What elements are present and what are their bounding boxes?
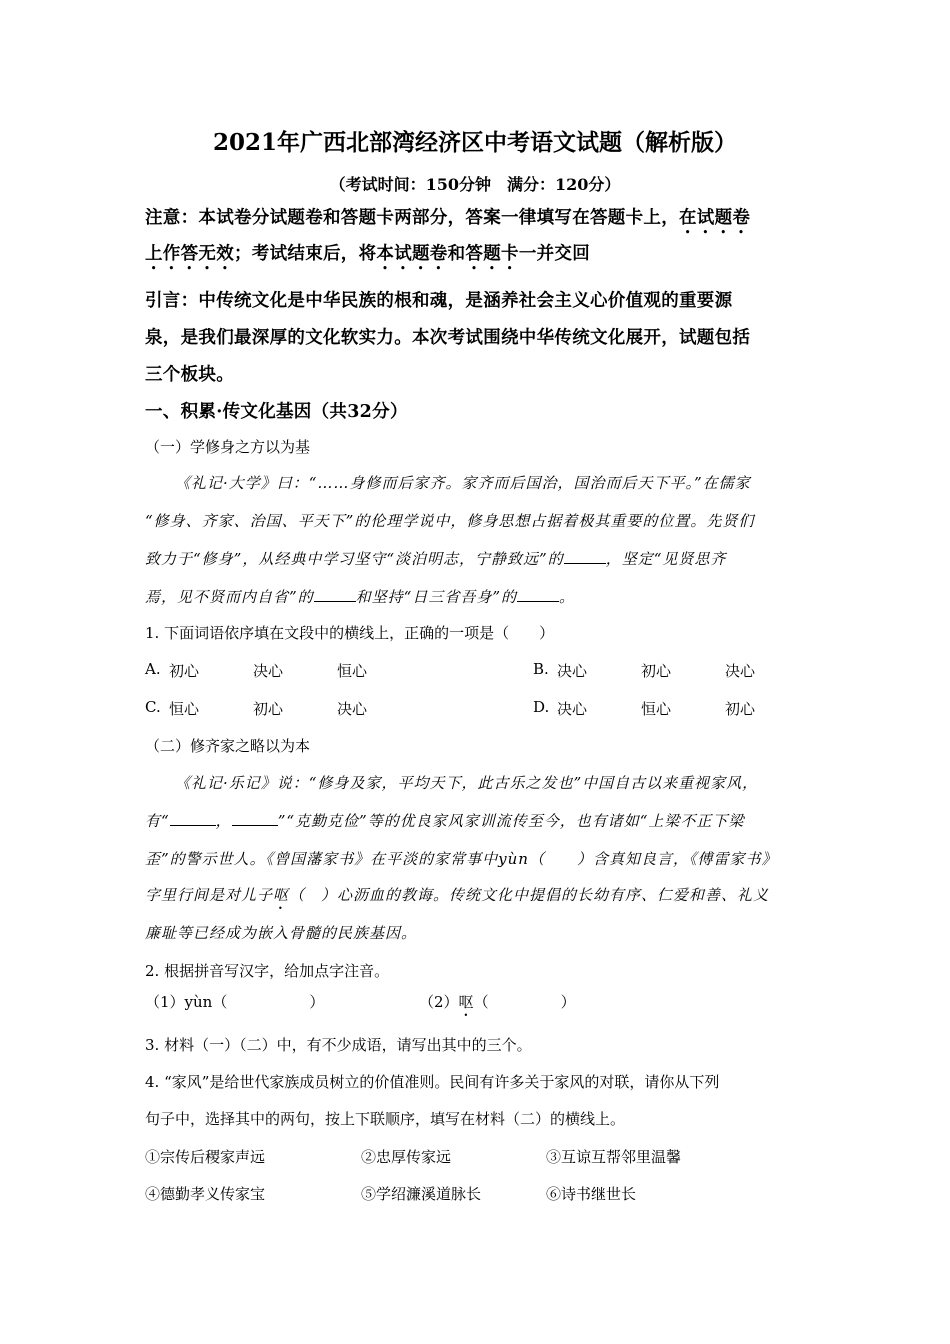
page-title: 2021年广西北部湾经济区中考语文试题（解析版） bbox=[212, 129, 737, 156]
notice-line-1 bbox=[145, 204, 750, 238]
q4-couplet-item: ①宗传后稷家声远 bbox=[145, 1148, 266, 1166]
q1-option-d-word-1: 决心 bbox=[557, 700, 588, 718]
q1-option-a-word-3: 恒心 bbox=[337, 662, 368, 680]
notice-emphasis: 答题卡 bbox=[465, 244, 519, 264]
notice-text: 一并交回 bbox=[518, 244, 591, 264]
para-text: 有“ bbox=[145, 812, 170, 830]
notice-emphasis: 本试题卷 bbox=[376, 244, 448, 264]
dotted-char: 呕 bbox=[273, 886, 290, 904]
answer-label: （2） bbox=[419, 993, 459, 1011]
q4-couplet-item: ③互谅互帮邻里温馨 bbox=[546, 1148, 682, 1166]
q1-option-c-word-2: 初心 bbox=[253, 700, 284, 718]
part1-para-line-1: 《礼记·大学》曰：“……身修而后家齐。家齐而后国治，国治而后天下平。”在儒家 bbox=[175, 474, 751, 492]
q2-answer-1 bbox=[145, 991, 324, 1012]
q1-option-c-word-1: 恒心 bbox=[169, 700, 200, 718]
para-text: 致力于“修身”，从经典中学习坚守“淡泊明志，宁静致远”的 bbox=[145, 550, 564, 568]
q1-option-d-word-3: 初心 bbox=[725, 700, 756, 718]
notice-text: 注意：本试卷分试题卷和答题卡两部分，答案一律填写在答题卡上， bbox=[145, 208, 679, 228]
para-text: 和坚持“日三省吾身”的 bbox=[355, 588, 518, 606]
part2-heading: （二）修齐家之略以为本 bbox=[145, 737, 311, 755]
q4-couplet-item: ⑤学绍濂溪道脉长 bbox=[361, 1185, 482, 1203]
q1-option-b-word-1: 决心 bbox=[557, 662, 588, 680]
answer-label: （1）yùn（ bbox=[145, 993, 228, 1011]
part1-heading: （一）学修身之方以为基 bbox=[145, 438, 311, 456]
q1-option-c-word-3: 决心 bbox=[337, 700, 368, 718]
answer-label: ） bbox=[560, 993, 576, 1011]
q4-couplet-item: ④德勤孝义传家宝 bbox=[145, 1185, 266, 1203]
para-text: ， bbox=[215, 812, 232, 830]
q1-stem: 1. 下面词语依序填在文段中的横线上，正确的一项是（ ） bbox=[145, 624, 555, 642]
q4-couplet-item: ②忠厚传家远 bbox=[361, 1148, 452, 1166]
section-heading: 一、积累·传文化基因（共32分） bbox=[145, 402, 408, 422]
part2-para-line-1: 《礼记·乐记》说：“修身及家，平均天下，此古乐之发也”中国自古以来重视家风， bbox=[175, 774, 759, 792]
part1-para-line-3 bbox=[145, 548, 726, 569]
para-text: 。 bbox=[559, 588, 576, 606]
intro-line-3: 三个板块。 bbox=[145, 365, 234, 385]
para-text: （ ）心沥血的教诲。传统文化中提倡的长幼有序、仁爱和善、礼义 bbox=[289, 886, 770, 904]
part1-para-line-2: “修身、齐家、治国、平天下”的伦理学说中，修身思想占据着极其重要的位置。先贤们 bbox=[145, 512, 755, 530]
dotted-char: 呕 bbox=[458, 993, 474, 1011]
part1-para-line-4 bbox=[145, 586, 575, 607]
notice-line-2 bbox=[145, 240, 590, 274]
q1-option-d-word-2: 恒心 bbox=[641, 700, 672, 718]
q1-option-d-label[interactable]: D. bbox=[533, 698, 550, 716]
q1-option-b-label[interactable]: B. bbox=[533, 660, 549, 678]
para-text: 焉，见不贤而内自省”的 bbox=[145, 588, 314, 606]
intro-line-2: 泉，是我们最深厚的文化软实力。本次考试围绕中华传统文化展开，试题包括 bbox=[145, 328, 751, 348]
notice-text: ；考试结束后，将 bbox=[234, 244, 377, 264]
answer-label: ） bbox=[309, 993, 325, 1011]
q1-option-b-word-3: 决心 bbox=[725, 662, 756, 680]
q2-stem: 2. 根据拼音写汉字，给加点字注音。 bbox=[145, 962, 390, 980]
answer-blank bbox=[517, 587, 559, 602]
answer-blank bbox=[232, 811, 278, 826]
part2-para-line-3: 歪”的警示世人。《曾国藩家书》在平淡的家常事中yùn（ ）含真知良言，《傅雷家书》 bbox=[145, 850, 778, 868]
part2-para-line-2 bbox=[145, 810, 744, 831]
notice-emphasis: 在试题卷 bbox=[679, 208, 751, 228]
intro-line-1: 引言：中传统文化是中华民族的根和魂，是涵养社会主义心价值观的重要源 bbox=[145, 291, 733, 311]
q4-stem-line-2: 句子中，选择其中的两句，按上下联顺序，填写在材料（二）的横线上。 bbox=[145, 1110, 626, 1128]
q1-option-a-word-1: 初心 bbox=[169, 662, 200, 680]
q1-option-a-word-2: 决心 bbox=[253, 662, 284, 680]
part2-para-line-4 bbox=[145, 884, 769, 913]
para-text: ，坚定“见贤思齐 bbox=[605, 550, 727, 568]
answer-label: （ bbox=[473, 993, 489, 1011]
q4-stem-line-1: 4. “家风”是给世代家族成员树立的价值准则。民间有许多关于家风的对联，请你从下列 bbox=[145, 1073, 720, 1091]
answer-blank bbox=[314, 587, 356, 602]
q3-stem: 3. 材料（一）（二）中，有不少成语，请写出其中的三个。 bbox=[145, 1036, 532, 1054]
q4-couplet-item: ⑥诗书继世长 bbox=[546, 1185, 637, 1203]
q2-answer-2 bbox=[419, 991, 576, 1020]
q1-option-c-label[interactable]: C. bbox=[145, 698, 161, 716]
para-text: ”“克勤克俭”等的优良家风家训流传至今，也有诸如“上梁不正下梁 bbox=[277, 812, 745, 830]
answer-blank bbox=[564, 549, 606, 564]
q1-option-b-word-2: 初心 bbox=[641, 662, 672, 680]
answer-blank bbox=[170, 811, 216, 826]
notice-emphasis: 上作答无效 bbox=[145, 244, 234, 264]
exam-info: （考试时间：150分钟 满分：120分） bbox=[329, 175, 621, 194]
notice-text: 和 bbox=[447, 244, 466, 264]
part2-para-line-5: 廉耻等已经成为嵌入骨髓的民族基因。 bbox=[145, 924, 418, 942]
para-text: 字里行间是对儿子 bbox=[145, 886, 274, 904]
q1-option-a-label[interactable]: A. bbox=[145, 660, 161, 678]
